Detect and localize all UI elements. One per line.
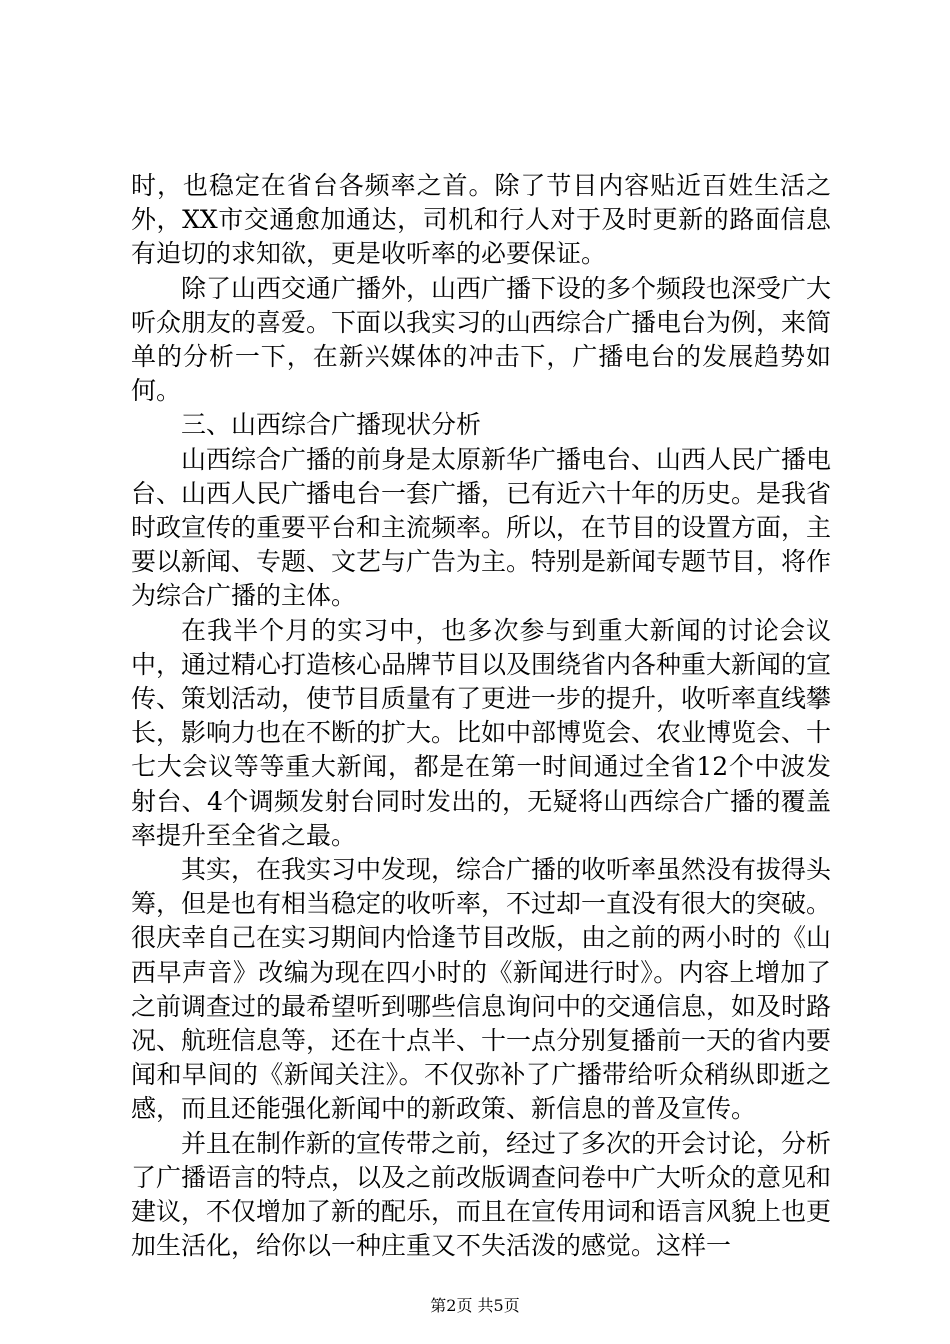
paragraph: 其实，在我实习中发现，综合广播的收听率虽然没有拔得头筹，但是也有相当稳定的收听率，不过却一直没有很大的突破。很庆幸自己在实习期间内恰逢节目改版，由之前的两小时的《山西早声音》改编为现在四小时的《新闻进行时》。内容上增加了之前调查过的最希望听到哪些信息询问中的交通信息，如及时路况、航班信息等，还在十点半、十一点分别复播前一天的省内要闻和早间的《新闻关注》。不仅弥补了广播带给听众稍纵即逝之感，而且还能强化新闻中的新政策、新信息的普及宣传。 — [131, 855, 832, 1124]
paragraph: 并且在制作新的宣传带之前，经过了多次的开会讨论，分析了广播语言的特点，以及之前改版调查问卷中广大听众的意见和建议，不仅增加了新的配乐，而且在宣传用词和语言风貌上也更加生活化，给你以一种庄重又不失活泼的感觉。这样一 — [131, 1128, 832, 1261]
document-body — [131, 169, 831, 1264]
section-heading: 三、山西综合广播现状分析 — [181, 410, 482, 440]
paragraph: 除了山西交通广播外，山西广播下设的多个频段也深受广大听众朋友的喜爱。下面以我实习的山西综合广播电台为例，来简单的分析一下，在新兴媒体的冲击下，广播电台的发展趋势如何。 — [131, 273, 832, 406]
paragraph-continuation: 时，也稳定在省台各频率之首。除了节目内容贴近百姓生活之外，XX市交通愈加通达，司机和行人对于及时更新的路面信息有迫切的求知欲，更是收听率的必要保证。 — [131, 171, 831, 269]
paragraph: 山西综合广播的前身是太原新华广播电台、山西人民广播电台、山西人民广播电台一套广播，已有近六十年的历史。是我省时政宣传的重要平台和主流频率。所以，在节目的设置方面，主要以新闻、专题、文艺与广告为主。特别是新闻专题节目，将作为综合广播的主体。 — [131, 444, 832, 611]
paragraph: 在我半个月的实习中，也多次参与到重大新闻的讨论会议中，通过精心打造核心品牌节目以及围绕省内各种重大新闻的宣传、策划活动，使节目质量有了更进一步的提升，收听率直线攀长，影响力也在不断的扩大。比如中部博览会、农业博览会、十七大会议等等重大新闻，都是在第一时间通过全省12个中波发射台、4个调频发射台同时发出的，无疑将山西综合广播的覆盖率提升至全省之最。 — [131, 615, 832, 850]
page-footer: 第2页 共5页 — [430, 1296, 520, 1315]
